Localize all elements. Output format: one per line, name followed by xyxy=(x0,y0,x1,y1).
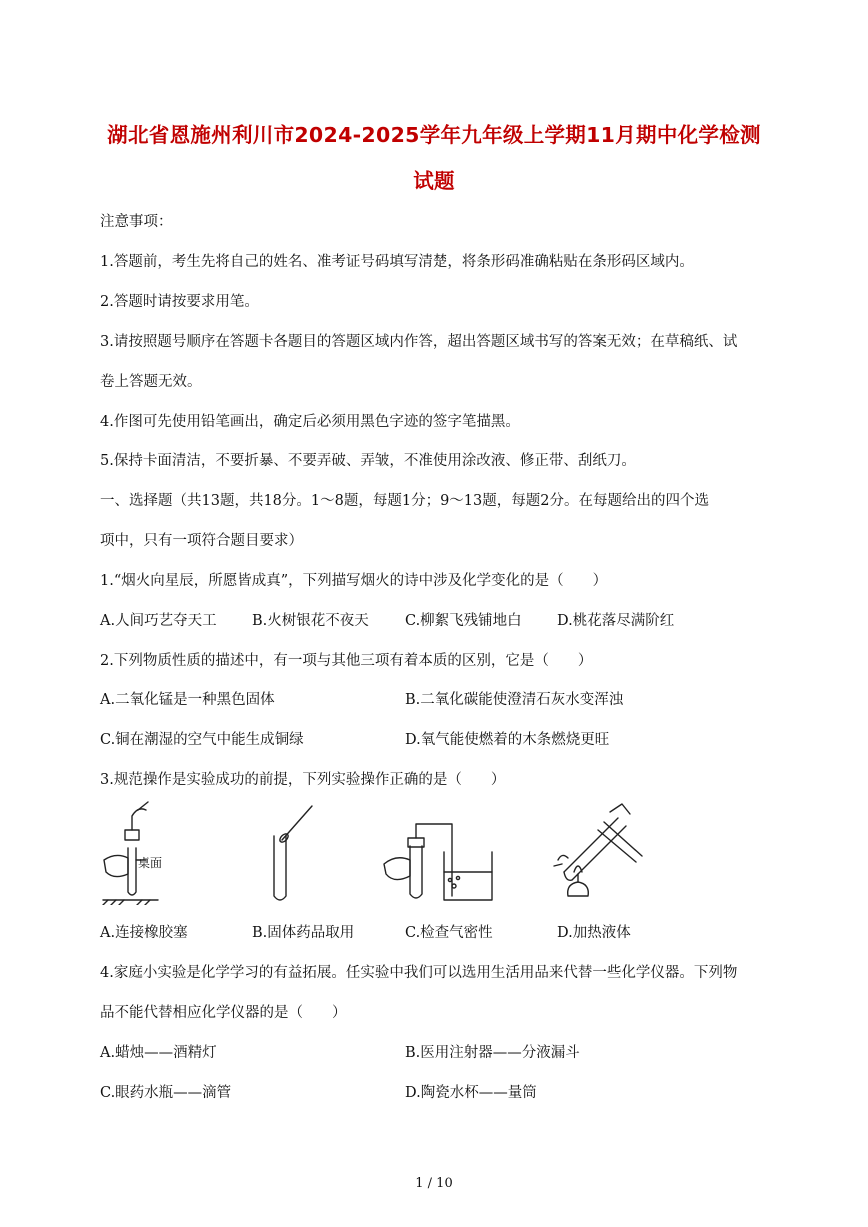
question-1-option-a: A.人间巧艺夺天工 xyxy=(100,613,217,629)
figure-airtightness-check xyxy=(380,800,505,905)
section-heading-cont: 项中，只有一项符合题目要求） xyxy=(100,533,303,549)
page-number: 1 / 10 xyxy=(415,1176,453,1191)
figure-solid-drug xyxy=(260,800,320,905)
question-4-option-a: A.蜡烛——酒精灯 xyxy=(100,1045,217,1061)
question-4-option-d: D.陶瓷水杯——量筒 xyxy=(405,1085,537,1101)
question-2-option-b: B.二氧化碳能使澄清石灰水变浑浊 xyxy=(405,692,624,708)
note-item: 3.请按照题号顺序在答题卡各题目的答题区域内作答，超出答题区域书写的答案无效；在草稿纸、试 xyxy=(100,334,738,350)
question-4-stem: 4.家庭小实验是化学学习的有益拓展。任实验中我们可以选用生活用品来代替一些化学仪器。下列物 xyxy=(100,965,738,981)
note-item: 1.答题前，考生先将自己的姓名、准考证号码填写清楚，将条形码准确粘贴在条形码区域内。 xyxy=(100,254,694,270)
note-item: 2.答题时请按要求用笔。 xyxy=(100,294,259,310)
question-3-option-d: D.加热液体 xyxy=(557,925,631,941)
document-title-line2: 试题 xyxy=(413,169,455,193)
figure-heating-liquid xyxy=(548,800,648,905)
note-item: 4.作图可先使用铅笔画出，确定后必须用黑色字迹的签字笔描黑。 xyxy=(100,414,520,430)
question-3-option-b: B.固体药品取用 xyxy=(252,925,355,941)
question-2-stem: 2.下列物质性质的描述中，有一项与其他三项有着本质的区别，它是（ ） xyxy=(100,653,593,669)
question-1-option-b: B.火树银花不夜天 xyxy=(252,613,369,629)
question-3-stem: 3.规范操作是实验成功的前提，下列实验操作正确的是（ ） xyxy=(100,772,506,788)
note-item: 5.保持卡面清洁，不要折暴、不要弄破、弄皱，不准使用涂改液、修正带、刮纸刀。 xyxy=(100,453,636,469)
question-1-option-d: D.桃花落尽满阶红 xyxy=(557,613,675,629)
question-1-stem: 1.“烟火向星辰，所愿皆成真”，下列描写烟火的诗中涉及化学变化的是（ ） xyxy=(100,573,608,589)
question-2-option-a: A.二氧化锰是一种黑色固体 xyxy=(100,692,275,708)
question-4-option-b: B.医用注射器——分液漏斗 xyxy=(405,1045,580,1061)
notes-heading: 注意事项： xyxy=(100,214,173,230)
question-4-option-c: C.眼药水瓶——滴管 xyxy=(100,1085,232,1101)
question-1-option-c: C.柳絮飞残铺地白 xyxy=(405,613,522,629)
section-heading: 一、选择题（共13题，共18分。1～8题，每题1分；9～13题，每题2分。在每题给出的四个选 xyxy=(100,493,709,509)
document-title-line1: 湖北省恩施州利川市2024-2025学年九年级上学期11月期中化学检测 xyxy=(107,123,761,147)
question-2-option-d: D.氧气能使燃着的木条燃烧更旺 xyxy=(405,732,610,748)
question-4-stem-cont: 品不能代替相应化学仪器的是（ ） xyxy=(100,1005,347,1021)
figure-table-label: 桌面 xyxy=(138,856,163,870)
note-item: 卷上答题无效。 xyxy=(100,374,202,390)
figure-connect-stopper xyxy=(98,800,178,905)
question-2-option-c: C.铜在潮湿的空气中能生成铜绿 xyxy=(100,732,304,748)
question-3-option-c: C.检查气密性 xyxy=(405,925,493,941)
question-3-option-a: A.连接橡胶塞 xyxy=(100,925,188,941)
